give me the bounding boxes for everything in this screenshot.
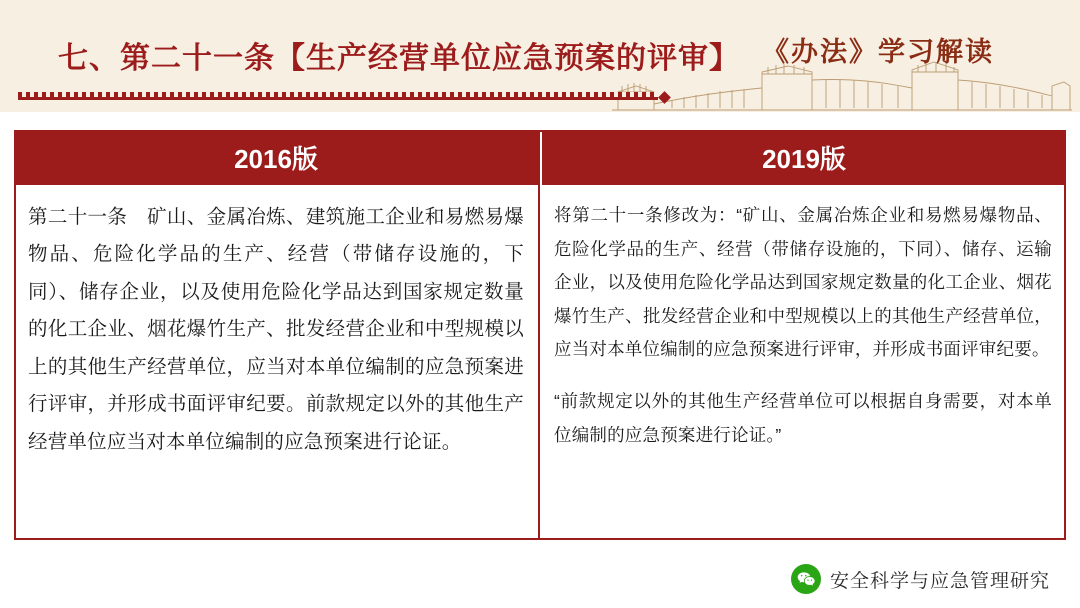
table-column-2016 bbox=[14, 130, 540, 540]
divider-line bbox=[18, 97, 658, 100]
wechat-account-name: 安全科学与应急管理研究 bbox=[829, 570, 1050, 592]
column-header-2016: 2016版 bbox=[14, 130, 538, 185]
column-body-2016 bbox=[14, 185, 538, 540]
paragraph: 第二十一条 矿山、金属冶炼、建筑施工企业和易燃易爆物品、危险化学品的生产、经营（带储存设施的，下同）、储存企业，以及使用危险化学品达到国家规定数量的化工企业、烟花爆竹生产、批发经营企业和中型规模以上的其他生产经营单位，应当对本单位编制的应急预案进行评审，并形成书面评审纪要。前款规定以外的其他生产经营单位应当对本单位编制的应急预案进行论证。 bbox=[28, 206, 524, 453]
page-header bbox=[0, 0, 1080, 112]
column-body-2019 bbox=[540, 185, 1066, 540]
paragraph: “前款规定以外的其他生产经营单位可以根据自身需要，对本单位编制的应急预案进行论证。” bbox=[554, 390, 1052, 445]
divider-diamond-icon bbox=[658, 91, 671, 104]
paragraph: 将第二十一条修改为：“矿山、金属冶炼企业和易燃易爆物品、危险化学品的生产、经营（带储存设施的，下同）、储存、运输企业，以及使用危险化学品达到国家规定数量的化工企业、烟花爆竹生产、批发经营企业和中型规模以上的其他生产经营单位，应当对本单位编制的应急预案进行评审，并形成书面评审纪要。 bbox=[554, 205, 1052, 360]
wechat-icon bbox=[791, 564, 821, 594]
header-subtitle: 《办法》学习解读 bbox=[762, 37, 994, 67]
comparison-table bbox=[14, 130, 1066, 540]
page-title: 七、第二十一条【生产经营单位应急预案的评审】 bbox=[58, 42, 740, 75]
page-footer bbox=[0, 546, 1080, 608]
header-divider bbox=[0, 92, 700, 106]
table-column-2019 bbox=[540, 130, 1066, 540]
wechat-account-badge bbox=[791, 564, 1050, 594]
column-header-2019: 2019版 bbox=[540, 130, 1066, 185]
